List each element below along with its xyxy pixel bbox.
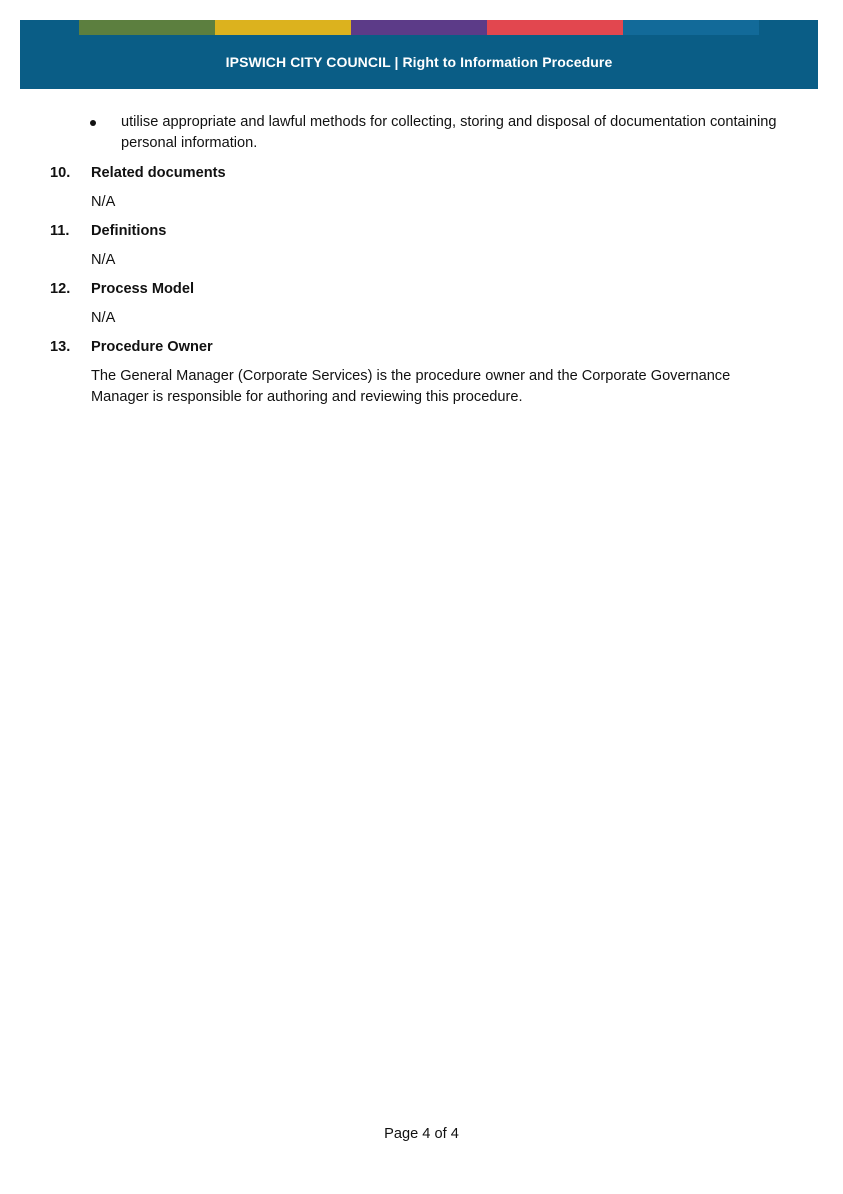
section-body: N/A	[91, 310, 116, 326]
section-title: Procedure Owner	[91, 339, 213, 355]
section-title: Process Model	[91, 281, 195, 297]
section-heading	[0, 163, 843, 184]
section-heading	[0, 337, 843, 358]
section-body: The General Manager (Corporate Services) is the procedure owner and the Corporate Governance Manager is responsible for authoring and reviewing this procedure.	[91, 368, 731, 405]
section-process-model	[0, 279, 843, 329]
strip-segment-yellow	[215, 20, 351, 35]
strip-segment-red	[487, 20, 623, 35]
document-body	[0, 112, 843, 416]
section-title: Related documents	[91, 165, 226, 181]
section-number: 12.	[50, 281, 71, 297]
section-number: 13.	[50, 339, 71, 355]
section-heading	[0, 279, 843, 300]
section-definitions	[0, 221, 843, 271]
page-number: Page 4 of 4	[384, 1126, 459, 1142]
section-procedure-owner	[0, 337, 843, 408]
document-header	[20, 20, 818, 89]
strip-segment-blue	[623, 20, 759, 35]
header-color-strip	[79, 20, 759, 35]
header-title: IPSWICH CITY COUNCIL | Right to Information Procedure	[225, 54, 613, 70]
section-number: 11.	[50, 223, 70, 239]
section-related-documents	[0, 163, 843, 213]
section-body: N/A	[91, 194, 116, 210]
bullet-text: utilise appropriate and lawful methods for collecting, storing and disposal of documentation containing personal information.	[121, 114, 777, 151]
section-body: N/A	[91, 252, 116, 268]
strip-segment-green	[79, 20, 215, 35]
section-heading	[0, 221, 843, 242]
bullet-icon	[90, 120, 96, 126]
section-number: 10.	[50, 165, 71, 181]
strip-segment-purple	[351, 20, 487, 35]
section-title: Definitions	[91, 223, 167, 239]
bullet-item	[121, 112, 781, 154]
